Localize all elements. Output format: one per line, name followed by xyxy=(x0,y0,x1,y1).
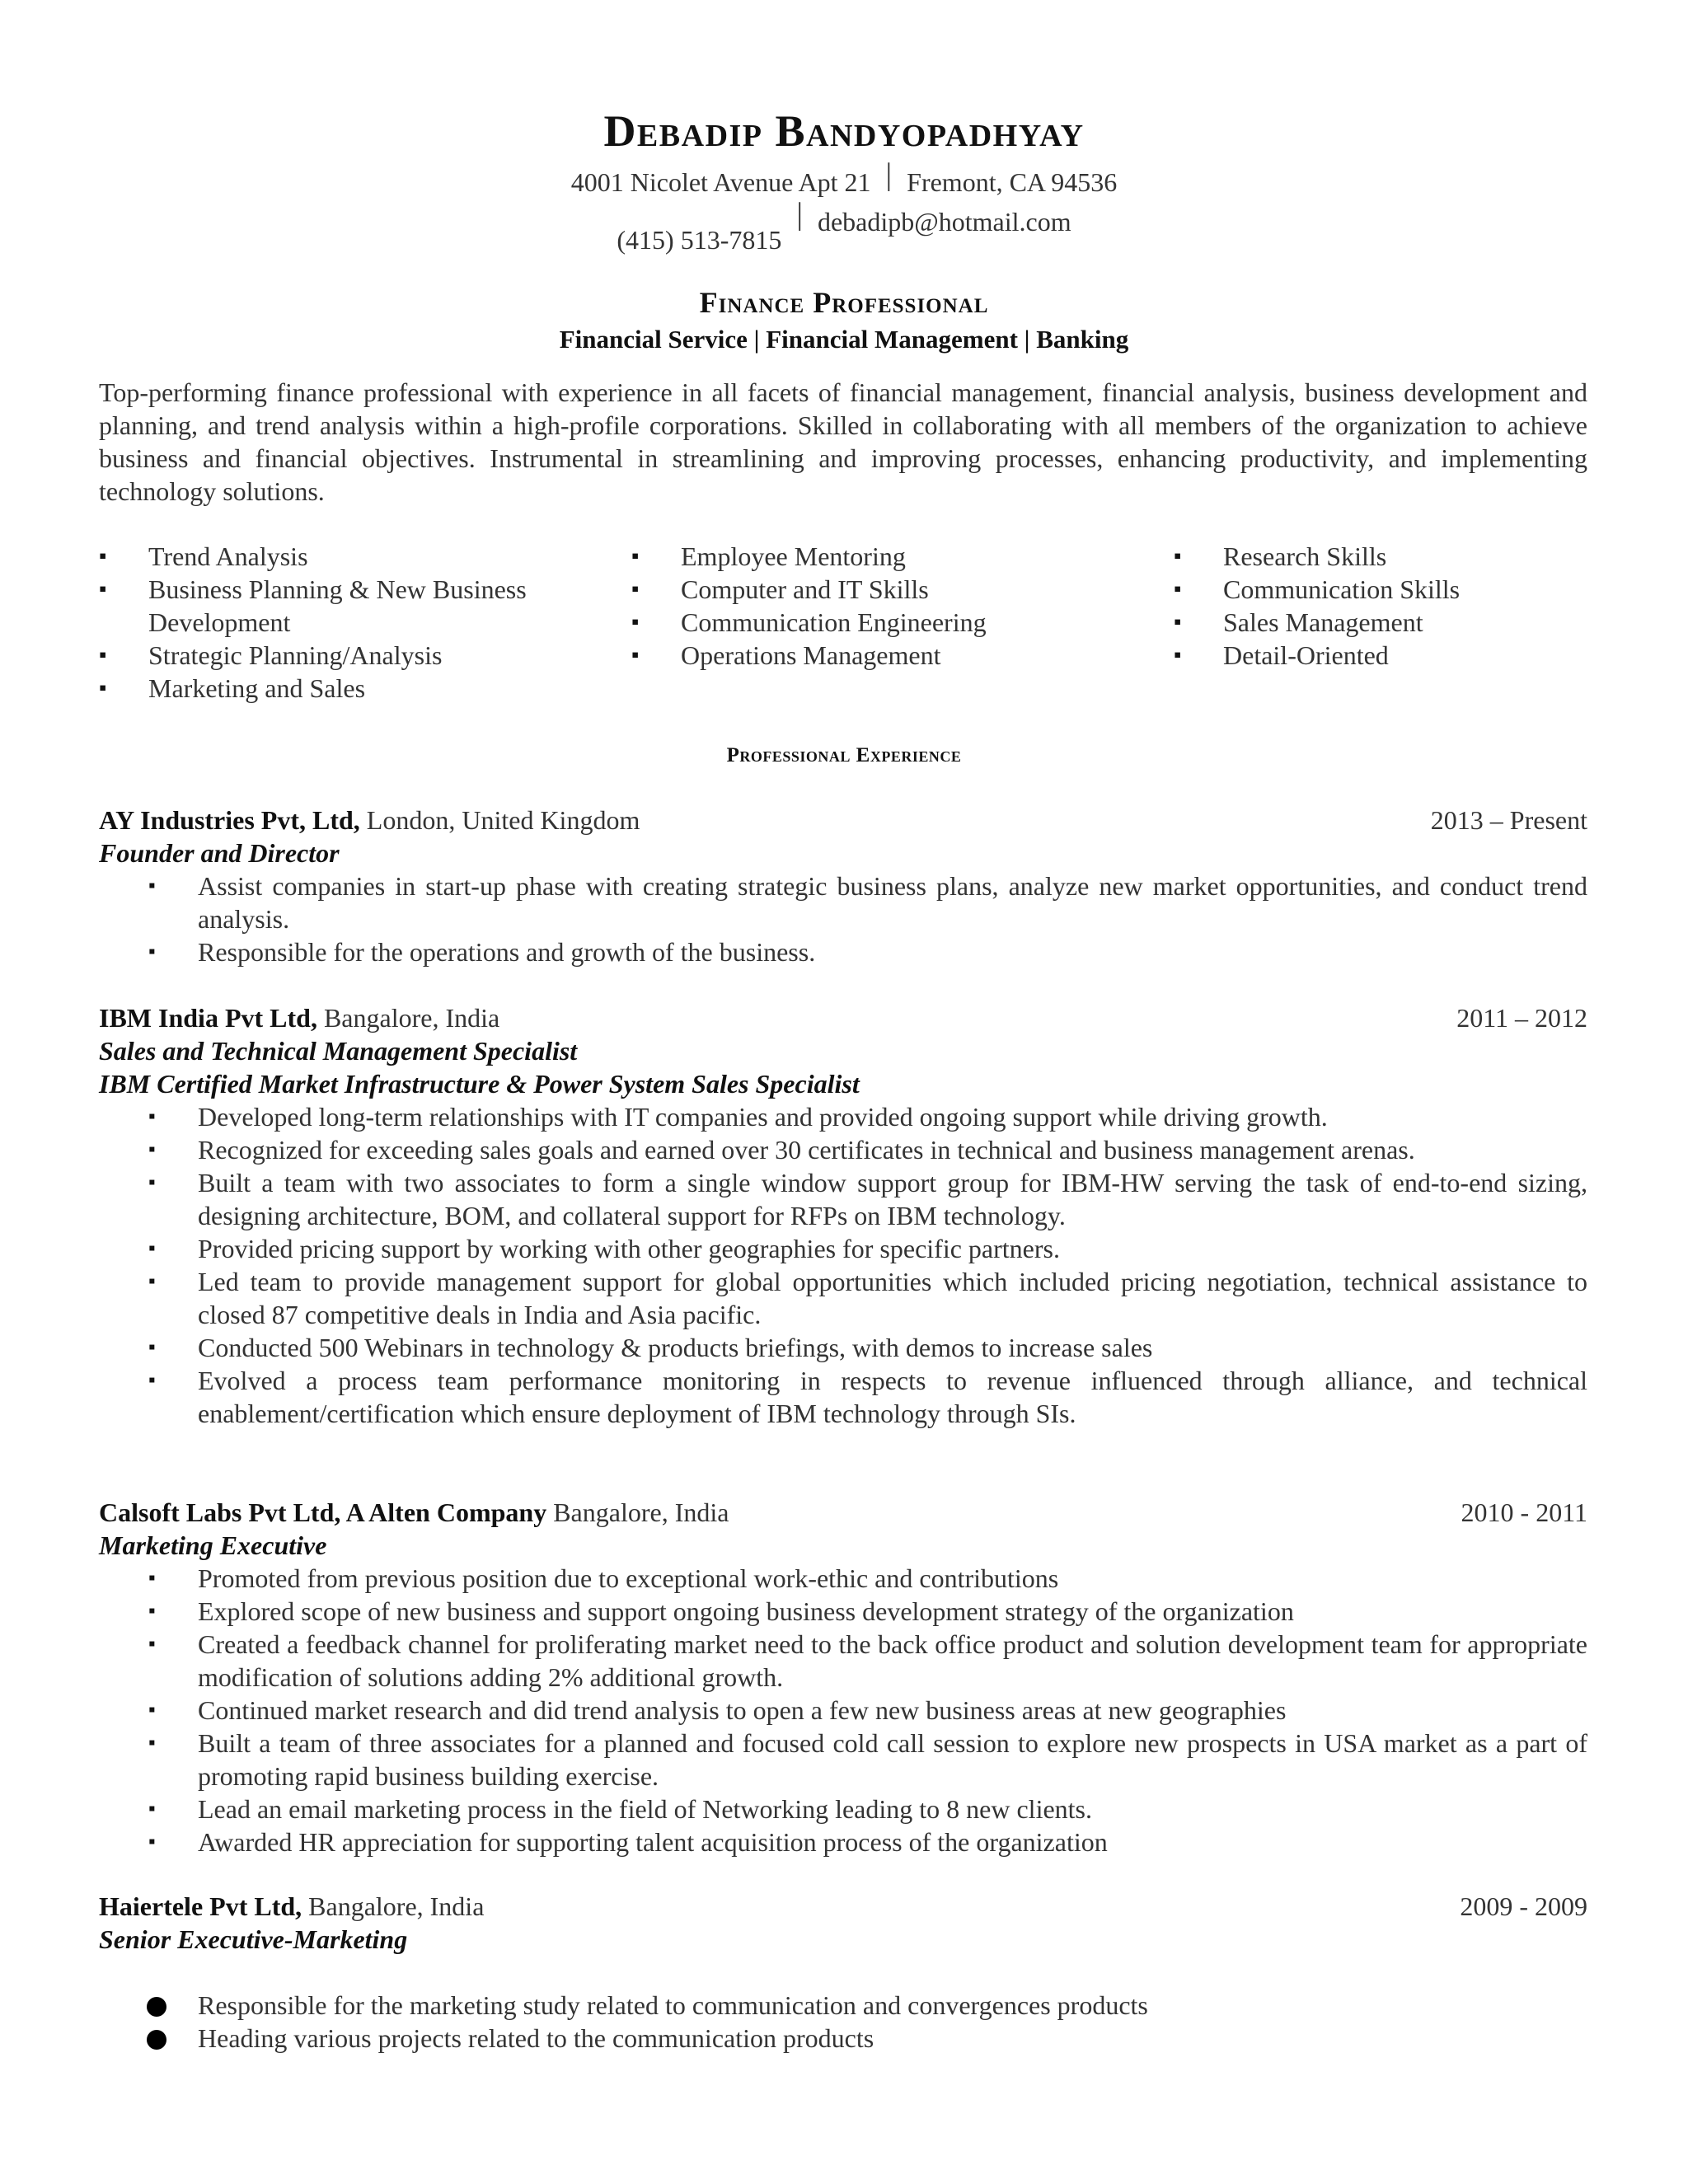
company-name: AY Industries Pvt, Ltd, xyxy=(99,805,360,835)
company-name: IBM India Pvt Ltd, xyxy=(99,1003,317,1033)
separator: | xyxy=(796,197,803,232)
job-bullet: ▪ Led team to provide management support for global opportunities which included pricing negotiation, technical assistance to closed 87 competitive deals in India and Asia pacific. xyxy=(198,1265,1587,1331)
job-bullet: ▪ Explored scope of new business and support ongoing business development strategy of the organization xyxy=(198,1595,1587,1628)
skill-item: ▪ Detail-Oriented xyxy=(1174,639,1586,672)
job-bullet: Responsible for the marketing study related to communication and convergences products xyxy=(198,1989,1587,2022)
job-bullets xyxy=(99,1989,1587,2055)
job-header xyxy=(99,1890,1587,1923)
job-title: Founder and Director xyxy=(99,838,340,868)
job-location: Bangalore, India xyxy=(323,1003,500,1033)
job-bullet: ▪ Responsible for the operations and growth of the business. xyxy=(198,935,1587,968)
skill-item: ▪ Business Planning & New Business Development xyxy=(99,573,593,639)
skills-column-2 xyxy=(631,540,1126,672)
contact-line xyxy=(0,197,1688,255)
skill-item: ▪ Strategic Planning/Analysis xyxy=(99,639,593,672)
job-bullet: ▪ Awarded HR appreciation for supporting talent acquisition process of the organization xyxy=(198,1825,1587,1858)
job-dates: 2009 - 2009 xyxy=(1460,1891,1587,1921)
job-bullet: ▪ Built a team of three associates for a planned and focused cold call session to explore new prospects in USA market as a part of promoting rapid business building exercise. xyxy=(198,1727,1587,1793)
skill-item: ▪ Sales Management xyxy=(1174,606,1586,639)
company-name: Calsoft Labs Pvt Ltd, A Alten Company xyxy=(99,1497,547,1527)
experience-section-title: Professional Experience xyxy=(726,744,962,766)
company-name: Haiertele Pvt Ltd, xyxy=(99,1891,302,1921)
job-bullets xyxy=(99,1562,1587,1858)
separator: | xyxy=(885,157,893,192)
skill-item: ▪ Computer and IT Skills xyxy=(631,573,1126,606)
job-bullet: ▪ Developed long-term relationships with IT companies and provided ongoing support while driving growth. xyxy=(198,1100,1587,1133)
job-dates: 2010 - 2011 xyxy=(1461,1497,1587,1527)
job-bullet: Heading various projects related to the communication products xyxy=(198,2022,1587,2055)
skill-item: ▪ Trend Analysis xyxy=(99,540,593,573)
job-header xyxy=(99,804,1587,837)
job-entry-ay-industries xyxy=(99,804,1587,968)
skill-item: ▪ Marketing and Sales xyxy=(99,672,593,705)
skill-item: ▪ Employee Mentoring xyxy=(631,540,1126,573)
job-title: Marketing Executive xyxy=(99,1530,327,1560)
job-bullet: ▪ Assist companies in start-up phase with creating strategic business plans, analyze new market opportunities, and conduct trend analysis. xyxy=(198,869,1587,935)
job-bullet: ▪ Conducted 500 Webinars in technology & products briefings, with demos to increase sales xyxy=(198,1331,1587,1364)
street-address: 4001 Nicolet Avenue Apt 21 xyxy=(570,167,871,197)
job-location: Bangalore, India xyxy=(553,1497,729,1527)
job-title: Senior Executive-Marketing xyxy=(99,1924,408,1954)
professional-subtitle: Financial Service | Financial Management | Banking xyxy=(559,325,1129,354)
job-entry-ibm xyxy=(99,1001,1587,1430)
job-dates: 2011 – 2012 xyxy=(1456,1003,1587,1033)
job-bullet: ▪ Recognized for exceeding sales goals and earned over 30 certificates in technical and business management arenas. xyxy=(198,1133,1587,1166)
job-bullet: ▪ Continued market research and did trend analysis to open a few new business areas at new geographies xyxy=(198,1694,1587,1727)
job-bullets xyxy=(99,869,1587,968)
phone-number: (415) 513-7815 xyxy=(617,225,782,255)
job-location: Bangalore, India xyxy=(308,1891,485,1921)
job-bullet: ▪ Lead an email marketing process in the field of Networking leading to 8 new clients. xyxy=(198,1793,1587,1825)
skill-item: ▪ Communication Engineering xyxy=(631,606,1126,639)
job-bullet: ▪ Promoted from previous position due to exceptional work-ethic and contributions xyxy=(198,1562,1587,1595)
city-state-zip: Fremont, CA 94536 xyxy=(907,167,1118,197)
job-dates: 2013 – Present xyxy=(1430,805,1587,835)
job-title: Sales and Technical Management Specialist xyxy=(99,1036,578,1066)
job-bullet: ▪ Built a team with two associates to form a single window support group for IBM-HW serving the task of end-to-end sizing, designing architecture, BOM, and collateral support for RFPs on IBM technology. xyxy=(198,1166,1587,1232)
job-header xyxy=(99,1496,1587,1529)
job-bullet: ▪ Created a feedback channel for proliferating market need to the back office product and solution development team for appropriate modification of solutions adding 2% additional growth. xyxy=(198,1628,1587,1694)
professional-title: Finance Professional xyxy=(699,286,989,319)
email-address[interactable]: debadipb@hotmail.com xyxy=(817,207,1071,237)
job-location: London, United Kingdom xyxy=(366,805,640,835)
candidate-name: Debadip Bandyopadhyay xyxy=(603,106,1085,156)
job-entry-haiertele xyxy=(99,1890,1587,2055)
job-bullets xyxy=(99,1100,1587,1430)
job-bullet: ▪ Evolved a process team performance monitoring in respects to revenue influenced through alliance, and technical enablement/certification which ensure deployment of IBM technology through SIs. xyxy=(198,1364,1587,1430)
skill-item: ▪ Operations Management xyxy=(631,639,1126,672)
job-entry-calsoft xyxy=(99,1496,1587,1858)
spacer xyxy=(99,1956,1587,1989)
skill-item: ▪ Research Skills xyxy=(1174,540,1586,573)
job-header xyxy=(99,1001,1587,1034)
skills-column-1 xyxy=(99,540,593,705)
address-line xyxy=(0,157,1688,199)
skill-item: ▪ Communication Skills xyxy=(1174,573,1586,606)
summary-paragraph: Top-performing finance professional with experience in all facets of financial management, financial analysis, business development and planning, and trend analysis within a high-profile corporations. Skilled in collaborating with all members of the organization to achieve business and financial objectives. Instrumental in streamlining and improving processes, enhancing productivity, and implementing technology solutions. xyxy=(99,377,1587,506)
job-certification: IBM Certified Market Infrastructure & Power System Sales Specialist xyxy=(99,1069,860,1099)
skills-column-3 xyxy=(1174,540,1586,672)
job-bullet: ▪ Provided pricing support by working with other geographies for specific partners. xyxy=(198,1232,1587,1265)
